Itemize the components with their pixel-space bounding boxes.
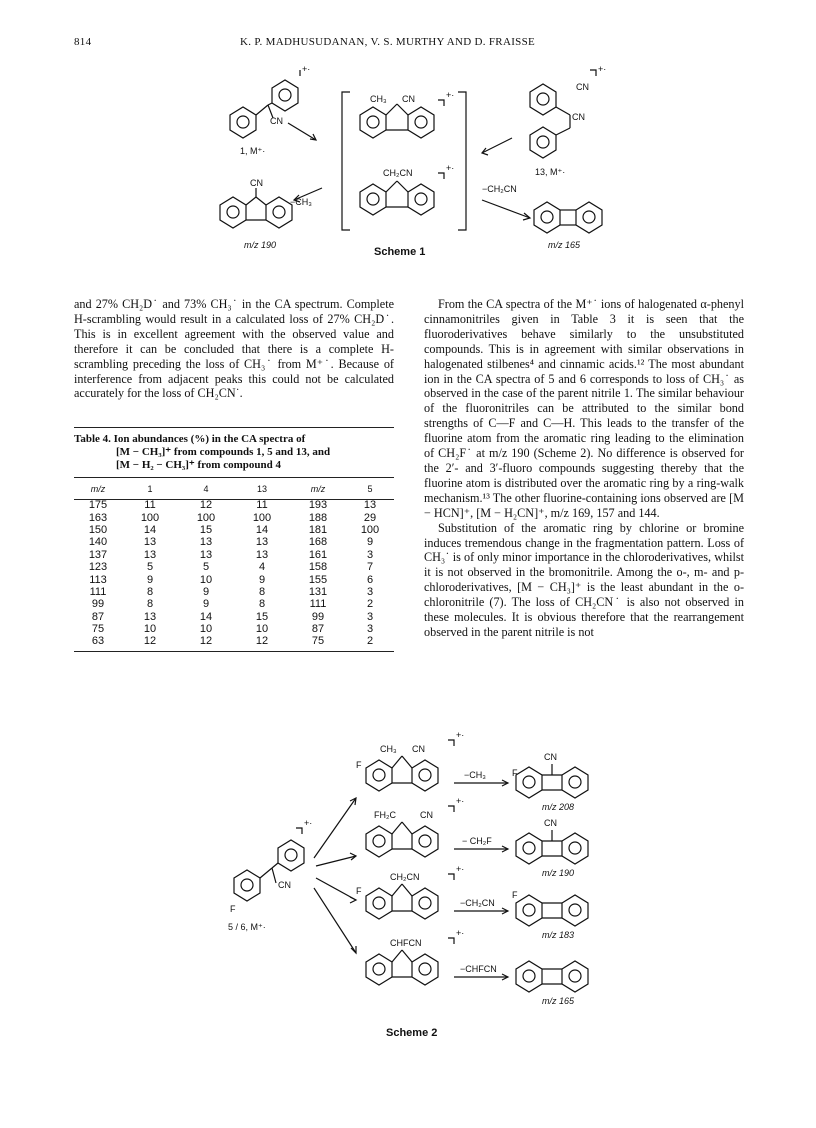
table-row — [74, 611, 394, 623]
paragraph: and 27% CH₂D˙ and 73% CH₃˙ in the CA spectrum. Complete H-scrambling would result in a calculated loss of 27% CH₂D˙. This is in excellent agreement with the observed value and therefore it can be concluded that there is a complete H-scrambling preceding the loss of CH₃˙ from M⁺˙. Because of interference from adjacent peaks this could not be calculated accurately for the loss of CH₂CN˙. — [74, 297, 394, 401]
table-row — [74, 561, 394, 573]
fh2c-label: FH₂C — [374, 810, 396, 820]
mz-label: m/z 165 — [542, 996, 575, 1006]
mz-label: m/z 208 — [542, 802, 575, 812]
benzene-ring — [408, 107, 434, 138]
ch3-label: CH₃ — [370, 94, 387, 104]
table-row — [74, 586, 394, 598]
product-ion-2 — [516, 830, 588, 864]
table-cell: 15 — [255, 610, 269, 623]
table-cell: 3 — [366, 585, 374, 598]
table-cell: 9 — [202, 598, 210, 611]
table-cell: 6 — [366, 573, 374, 586]
table-cell: 111 — [309, 598, 327, 611]
table-cell: 14 — [255, 523, 269, 536]
compound-5-6-label: 5 / 6, M⁺· — [228, 922, 266, 932]
paragraph: Substitution of the aromatic ring by chlorine or bromine induces tremendous change in the fragmentation pattern. Loss of CH₃˙ is of only minor importance in the chloroderivatives, whilst it is not observed in the bromonitrile. Among the o-, m- and p-chloroderivatives, [M − CH₃]⁺ is the least abundant in the o-chloronitrile (7). The loss of CH₂CN˙ is also not observed in these molecules. It is obvious therefore that the rearrangement observed in the parent nitrile is not — [424, 520, 744, 639]
scheme-2-diagram — [216, 728, 636, 1018]
table-cell: 2 — [366, 635, 374, 648]
benzene-ring — [360, 107, 386, 138]
table-cell: 9 — [146, 573, 154, 586]
benzene-ring — [220, 197, 246, 228]
cn-label: CN — [544, 752, 557, 762]
table-cell: 29 — [363, 511, 377, 524]
table-cell: 12 — [199, 635, 213, 648]
table-row — [74, 573, 394, 585]
table-cell: 2 — [366, 598, 374, 611]
radical-cation-label: +· — [446, 163, 455, 173]
table-cell: 11 — [144, 499, 156, 512]
table-cell: 111 — [89, 585, 107, 598]
table-cell: 5 — [202, 561, 210, 574]
table-cell: 3 — [366, 548, 374, 561]
table-cell: 8 — [146, 585, 154, 598]
compound-1-label: 1, M⁺· — [240, 146, 266, 156]
table-cell: 150 — [88, 523, 108, 536]
radical-cation-label: +· — [446, 90, 455, 100]
mz-label: m/z 183 — [542, 930, 575, 940]
loss-label: −CH₃ — [464, 770, 486, 780]
f-label: F — [230, 904, 236, 914]
table-cell: 100 — [360, 523, 380, 536]
table-cell: 158 — [308, 561, 328, 574]
table-row — [74, 536, 394, 548]
benzene-ring — [230, 107, 256, 138]
table-cell: 12 — [199, 499, 213, 512]
table-title-line: [M − H₂ − CH₃]⁺ from compound 4 — [116, 459, 281, 471]
benzene-ring — [530, 84, 556, 115]
product-ion-3 — [516, 895, 588, 926]
radical-cation-label: +· — [456, 864, 465, 874]
table-row — [74, 549, 394, 561]
table-cell: 87 — [91, 610, 105, 623]
benzene-ring — [278, 840, 304, 871]
f-label: F — [356, 760, 362, 770]
loss-label: − CH₂F — [462, 836, 492, 846]
cn-label: CN — [270, 116, 283, 126]
table-cell: 87 — [311, 623, 325, 636]
table-cell: 100 — [196, 511, 216, 524]
radical-cation-label: +· — [302, 64, 311, 74]
table-cell: 10 — [255, 623, 269, 636]
cn-label: CN — [572, 112, 585, 122]
table-cell: 161 — [308, 548, 328, 561]
loss-label: −CHFCN — [460, 964, 497, 974]
table-cell: 131 — [308, 585, 328, 598]
product-ion-1 — [516, 764, 588, 798]
table-cell: 13 — [255, 536, 269, 549]
table-row — [74, 635, 394, 647]
table-cell: 10 — [199, 623, 213, 636]
paragraph: From the CA spectra of the M⁺˙ ions of halogenated α-phenyl cinnamonitriles given in Table 3 it is seen that the fluoroderivatives behave similarly to the unsubstituted compounds. This is in agreement with similar observations in halogenated stilbenes⁴ and cinnamic acids.¹² The most abundant ion in the CA spectra of 5 and 6 corresponds to loss of CH₃˙ as observed in the case of the parent nitrile 1. The similar behaviour of the fluoronitriles can be attributed to the similar bond strengths of C—F and C—H. This leads to the transfer of the fluorine atom from the aromatic ring leading to the elimination of CH₂F˙ at m/z 190 (Scheme 2). No difference is observed for the 2′- and 3′-fluoro compounds suggesting thereby that the fluorine atom is distributed over the aromatic ring by a ring-walk mechanism.¹³ The other fluorine-containing ions observed are [M − HCN]⁺, [M − H₂CN]⁺, m/z 169, 157 and 144. — [424, 297, 744, 520]
radical-cation-label: +· — [598, 64, 607, 74]
scheme-1-diagram — [200, 60, 640, 270]
column-header: m/z — [90, 484, 106, 494]
mz-label: m/z 190 — [542, 868, 575, 878]
benzene-ring — [408, 184, 434, 215]
table-cell: 8 — [258, 598, 266, 611]
table-label: Table 4. — [74, 433, 111, 445]
product-ion-4 — [516, 961, 588, 992]
cn-label: CN — [250, 178, 263, 188]
table-cell: 155 — [308, 573, 328, 586]
table-cell: 63 — [91, 635, 105, 648]
table-cell: 9 — [202, 585, 210, 598]
radical-cation-label: +· — [456, 796, 465, 806]
table-cell: 14 — [143, 523, 157, 536]
right-column — [424, 297, 744, 640]
ch3-label: CH₃ — [380, 744, 397, 754]
table-cell: 14 — [199, 610, 213, 623]
column-header: m/z — [310, 484, 326, 494]
table-cell: 15 — [199, 523, 213, 536]
chfcn-label: CHFCN — [390, 938, 422, 948]
loss-label: −CH₂CN — [460, 898, 495, 908]
benzene-ring — [272, 80, 298, 111]
table-cell: 13 — [255, 548, 269, 561]
table-cell: 13 — [199, 548, 213, 561]
benzene-ring — [534, 202, 560, 233]
table-bottom-rule — [74, 651, 394, 652]
left-column — [74, 297, 394, 401]
cn-label: CN — [412, 744, 425, 754]
column-header: 13 — [256, 484, 267, 494]
table-cell: 10 — [199, 573, 213, 586]
table-row — [74, 598, 394, 610]
table-cell: 13 — [143, 548, 157, 561]
table-cell: 137 — [88, 548, 108, 561]
table-cell: 8 — [258, 585, 266, 598]
table-cell: 13 — [143, 536, 157, 549]
mz-label: m/z 190 — [244, 240, 277, 250]
table-rule — [74, 477, 394, 478]
table-cell: 7 — [366, 561, 374, 574]
table-cell: 123 — [88, 561, 108, 574]
running-header-authors: K. P. MADHUSUDANAN, V. S. MURTHY AND D. FRAISSE — [240, 36, 536, 48]
table-top-rule — [74, 427, 394, 428]
table-cell: 188 — [308, 511, 328, 524]
radical-cation-label: +· — [304, 818, 313, 828]
f-label: F — [512, 890, 518, 900]
cn-label: CN — [576, 82, 589, 92]
table-cell: 12 — [255, 635, 269, 648]
f-label: F — [512, 768, 518, 778]
benzene-ring — [234, 870, 260, 901]
scheme-1-caption: Scheme 1 — [374, 246, 426, 258]
table-cell: 10 — [143, 623, 157, 636]
ch2cn-label: CH₂CN — [390, 872, 420, 882]
ch2cn-label: CH₂CN — [383, 168, 413, 178]
table-cell: 175 — [88, 499, 108, 512]
table-row — [74, 499, 394, 511]
radical-cation-label: +· — [456, 730, 465, 740]
scheme-2-caption: Scheme 2 — [386, 1027, 438, 1039]
table-cell: 163 — [88, 511, 108, 524]
compound-13-label: 13, M⁺· — [535, 167, 566, 177]
table-cell: 100 — [252, 511, 272, 524]
table-cell: 4 — [258, 561, 266, 574]
table-cell: 3 — [366, 610, 374, 623]
mz-label: m/z 165 — [548, 240, 581, 250]
benzene-ring — [360, 184, 386, 215]
table-cell: 168 — [308, 536, 328, 549]
cn-label: CN — [278, 880, 291, 890]
table-cell: 3 — [366, 623, 374, 636]
table-cell: 9 — [366, 536, 374, 549]
table-4-title — [74, 433, 394, 472]
table-row — [74, 511, 394, 523]
table-cell: 113 — [89, 573, 107, 586]
table-title-line: Ion abundances (%) in the CA spectra of — [113, 433, 306, 445]
table-cell: 140 — [88, 536, 108, 549]
table-cell: 13 — [199, 536, 213, 549]
table-cell: 99 — [311, 610, 325, 623]
table-cell: 100 — [140, 511, 160, 524]
benzene-ring — [576, 202, 602, 233]
column-header: 4 — [203, 484, 209, 494]
column-header: 5 — [367, 484, 373, 494]
table-cell: 75 — [91, 623, 105, 636]
cn-label: CN — [402, 94, 415, 104]
loss-label: −CH₂CN — [482, 184, 517, 194]
page-number: 814 — [74, 36, 92, 48]
table-cell: 13 — [363, 499, 377, 512]
table-row — [74, 524, 394, 536]
table-cell: 193 — [308, 499, 328, 512]
radical-cation-label: +· — [456, 928, 465, 938]
benzene-ring — [266, 197, 292, 228]
table-rule — [74, 499, 394, 500]
loss-label: −CH₃ — [290, 197, 312, 207]
table-header-row — [74, 479, 394, 499]
column-header: 1 — [147, 484, 153, 494]
cn-label: CN — [420, 810, 433, 820]
f-label: F — [356, 886, 362, 896]
table-cell: 5 — [146, 561, 154, 574]
table-cell: 9 — [258, 573, 266, 586]
table-4 — [74, 479, 394, 648]
table-cell: 181 — [308, 523, 328, 536]
table-cell: 12 — [143, 635, 157, 648]
table-cell: 99 — [91, 598, 105, 611]
table-row — [74, 623, 394, 635]
table-cell: 13 — [143, 610, 157, 623]
benzene-ring — [530, 127, 556, 158]
table-title-line: [M − CH₃]⁺ from compounds 1, 5 and 13, and — [116, 446, 331, 458]
table-cell: 11 — [256, 499, 268, 512]
cn-label: CN — [544, 818, 557, 828]
table-cell: 75 — [311, 635, 325, 648]
table-cell: 8 — [146, 598, 154, 611]
